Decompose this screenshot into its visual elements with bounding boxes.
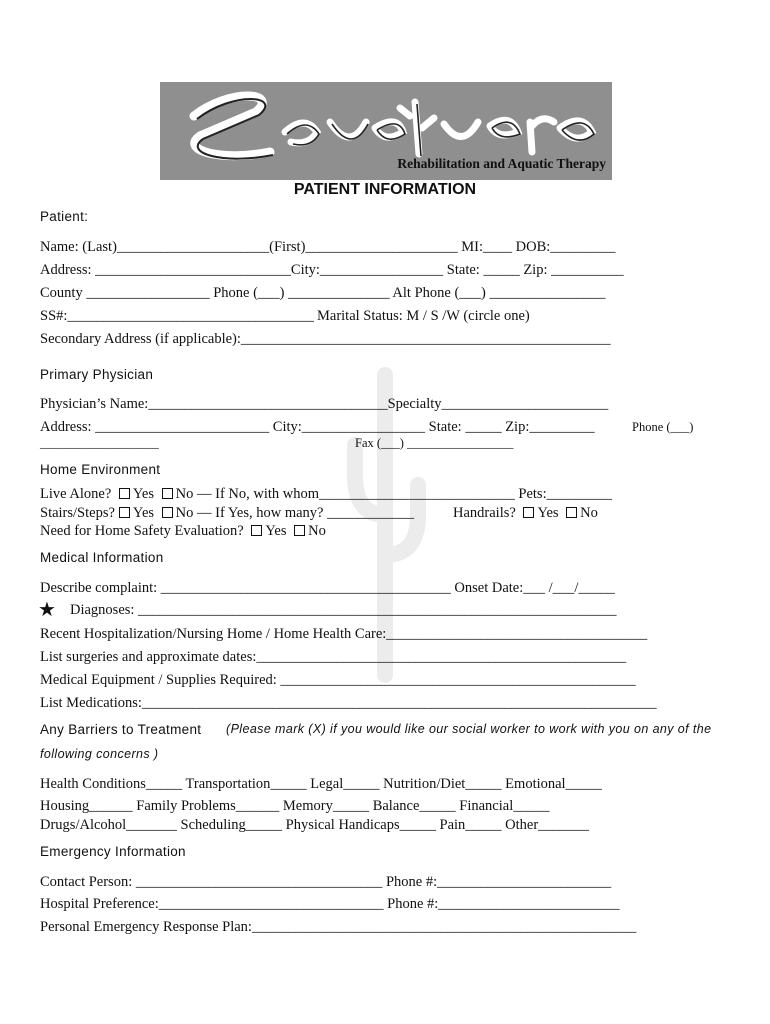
safety-no-checkbox[interactable]	[294, 525, 305, 536]
yes-label: Yes	[132, 505, 155, 521]
barriers-row-1[interactable]: Health Conditions_____ Transportation_____ Legal_____ Nutrition/Diet_____ Emotional_____	[40, 776, 602, 792]
hospitalization-field[interactable]: Recent Hospitalization/Nursing Home / Home Health Care:____________________________________	[40, 626, 648, 642]
surgeries-field[interactable]: List surgeries and approximate dates:___________________________________________________	[40, 649, 627, 665]
no-label: No	[308, 523, 326, 539]
marital-status-field[interactable]: Marital Status: M / S /W (circle one)	[317, 308, 530, 324]
no-label: No	[580, 505, 598, 521]
physician-extra-line[interactable]: ___________________	[40, 436, 159, 450]
complaint-onset-field[interactable]: Describe complaint: ________________________________________ Onset Date:___ /___/_____	[40, 580, 615, 596]
patient-address-field[interactable]: Address: ___________________________City:_________________ State: _____ Zip: __________	[40, 262, 624, 278]
barriers-row-3[interactable]: Drugs/Alcohol_______ Scheduling_____ Physical Handicaps_____ Pain_____ Other_______	[40, 817, 589, 833]
section-barriers: Any Barriers to Treatment	[40, 722, 202, 737]
section-medical-information: Medical Information	[40, 550, 164, 565]
page-title: PATIENT INFORMATION	[293, 181, 477, 198]
no-label: No	[175, 486, 194, 502]
live-alone-row	[40, 486, 612, 503]
physician-address-field[interactable]: Address: ________________________ City:_________________ State: _____ Zip:_________	[40, 419, 595, 435]
live-alone-no-checkbox[interactable]	[162, 488, 173, 499]
secondary-address-field[interactable]: Secondary Address (if applicable):___________________________________________________	[40, 331, 611, 347]
diagnoses-field[interactable]: Diagnoses: __________________________________________________________________	[70, 602, 617, 618]
patient-county-phone-field[interactable]: County _________________ Phone (___) ______________ Alt Phone (___) ________________	[40, 285, 606, 301]
emergency-contact-field[interactable]: Contact Person: __________________________________ Phone #:________________________	[40, 874, 612, 890]
stairs-row	[40, 505, 414, 522]
section-emergency: Emergency Information	[40, 844, 186, 859]
yes-label: Yes	[265, 523, 287, 539]
handrails-row	[453, 505, 598, 522]
safety-yes-checkbox[interactable]	[251, 525, 262, 536]
handrails-yes-checkbox[interactable]	[523, 507, 534, 518]
safety-eval-label: Need for Home Safety Evaluation?	[40, 523, 244, 539]
equipment-field[interactable]: Medical Equipment / Supplies Required: _________________________________________________	[40, 672, 636, 688]
star-icon: ★	[38, 599, 56, 621]
saguaro-logo	[160, 82, 612, 180]
stairs-yes-checkbox[interactable]	[119, 507, 130, 518]
physician-phone-field[interactable]: Phone (___)	[632, 420, 694, 434]
barriers-note: (Please mark (X) if you would like our social worker to work with you on any of the	[226, 722, 712, 736]
yes-label: Yes	[132, 486, 155, 502]
section-primary-physician: Primary Physician	[40, 367, 154, 382]
hospital-preference-field[interactable]: Hospital Preference:_______________________________ Phone #:_________________________	[40, 896, 620, 912]
barriers-row-2[interactable]: Housing______ Family Problems______ Memory_____ Balance_____ Financial_____	[40, 798, 550, 814]
live-with-whom-field[interactable]: — If No, with whom___________________________ Pets:_________	[197, 486, 612, 502]
medications-field[interactable]: List Medications:_______________________________________________________________________	[40, 695, 657, 711]
live-alone-yes-checkbox[interactable]	[119, 488, 130, 499]
live-alone-label: Live Alone?	[40, 486, 112, 502]
stairs-count-field[interactable]: — If Yes, how many? ____________	[197, 505, 415, 521]
physician-fax-field[interactable]: Fax (___) _________________	[355, 436, 514, 450]
patient-ssn-field[interactable]: SS#:__________________________________	[40, 308, 314, 324]
section-home-environment: Home Environment	[40, 462, 161, 477]
logo-tagline: Rehabilitation and Aquatic Therapy	[397, 156, 606, 171]
stairs-no-checkbox[interactable]	[162, 507, 173, 518]
handrails-label: Handrails?	[453, 505, 516, 521]
stairs-label: Stairs/Steps?	[40, 505, 115, 521]
emergency-plan-field[interactable]: Personal Emergency Response Plan:_____________________________________________________	[40, 919, 637, 935]
no-label: No	[175, 505, 194, 521]
safety-eval-row	[40, 523, 326, 540]
yes-label: Yes	[537, 505, 559, 521]
handrails-no-checkbox[interactable]	[566, 507, 577, 518]
section-patient: Patient:	[40, 209, 89, 224]
patient-name-field[interactable]: Name: (Last)_____________________(First)_____________________ MI:____ DOB:_________	[40, 239, 616, 255]
physician-name-field[interactable]: Physician’s Name:_________________________________Specialty_______________________	[40, 396, 609, 412]
barriers-note-continued: following concerns )	[40, 747, 159, 761]
